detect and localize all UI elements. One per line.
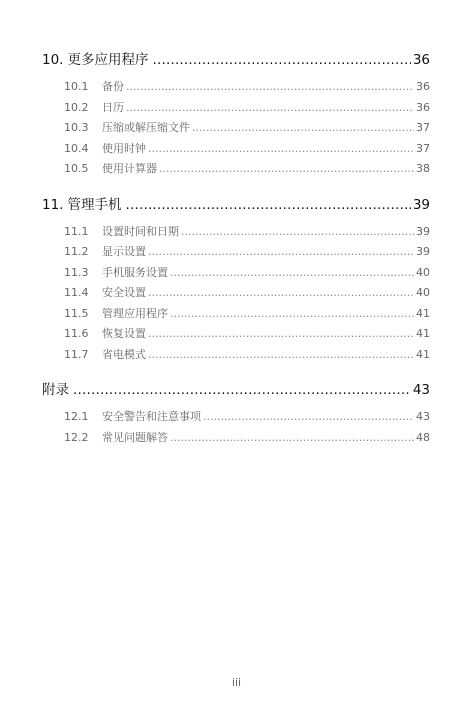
entry-title: 手机服务设置 [102, 265, 168, 279]
chapter-page: 39 [412, 196, 430, 213]
toc-entry[interactable] [42, 264, 430, 285]
entry-page: 40 [416, 286, 430, 299]
entry-page: 41 [416, 327, 430, 340]
entry-number: 11.4 [64, 286, 89, 299]
dot-leader [152, 52, 410, 68]
chapter-title: 管理手机 [67, 196, 122, 213]
toc-entry[interactable] [42, 223, 430, 244]
dot-leader [148, 327, 414, 340]
chapter-title: 更多应用程序 [67, 52, 149, 68]
entry-page: 36 [416, 100, 430, 114]
toc-entry[interactable] [42, 284, 430, 305]
entry-number: 10.5 [64, 162, 89, 175]
entry-page: 40 [416, 265, 430, 279]
toc-entry[interactable] [42, 160, 430, 181]
toc-entry[interactable] [42, 119, 430, 140]
toc-entry[interactable] [42, 346, 430, 367]
entry-title: 压缩或解压缩文件 [102, 121, 190, 134]
entry-page: 36 [416, 80, 430, 93]
entry-title: 安全设置 [102, 286, 146, 299]
chapter-number: 11. [42, 196, 64, 213]
dot-leader [148, 348, 414, 361]
entry-number: 10.2 [64, 100, 89, 114]
entry-title: 恢复设置 [102, 327, 146, 340]
entry-title: 设置时间和日期 [102, 224, 179, 238]
entry-page: 39 [416, 245, 430, 258]
entry-number: 11.7 [64, 347, 89, 361]
entry-number: 10.1 [64, 80, 89, 93]
entry-number: 11.3 [64, 265, 89, 279]
toc-chapter-11 [42, 193, 430, 367]
entry-number: 11.6 [64, 327, 89, 340]
toc-entry[interactable] [42, 78, 430, 99]
dot-leader [148, 286, 414, 299]
dot-leader [125, 197, 410, 213]
dot-leader [73, 382, 411, 398]
toc-entry[interactable] [42, 243, 430, 264]
entry-number: 11.2 [64, 245, 89, 258]
dot-leader [181, 225, 414, 238]
entry-number: 10.3 [64, 121, 89, 134]
dot-leader [126, 101, 414, 114]
table-of-contents [42, 48, 430, 461]
toc-entry[interactable] [42, 140, 430, 161]
chapter-number: 10. [42, 52, 64, 68]
entry-page: 38 [416, 162, 430, 175]
entry-page: 37 [416, 121, 430, 134]
toc-entry[interactable] [42, 325, 430, 346]
entry-number: 11.5 [64, 306, 89, 320]
entry-page: 41 [416, 347, 430, 361]
toc-entry[interactable] [42, 429, 430, 450]
chapter-title: 附录 [42, 382, 69, 398]
entry-number: 12.2 [64, 430, 89, 444]
chapter-page: 43 [412, 382, 430, 398]
entry-title: 使用时钟 [102, 141, 146, 155]
dot-leader [148, 142, 414, 155]
entry-title: 显示设置 [102, 245, 146, 258]
chapter-heading[interactable] [42, 378, 430, 400]
toc-entry[interactable] [42, 408, 430, 429]
entry-title: 备份 [102, 80, 124, 93]
dot-leader [170, 431, 414, 444]
dot-leader [192, 121, 414, 134]
toc-chapter-10 [42, 48, 430, 181]
chapter-page: 36 [412, 52, 430, 68]
entry-title: 管理应用程序 [102, 306, 168, 320]
entry-number: 10.4 [64, 141, 89, 155]
entry-number: 12.1 [64, 410, 89, 423]
page-number: iii [231, 676, 242, 689]
toc-entry[interactable] [42, 305, 430, 326]
toc-entry[interactable] [42, 99, 430, 120]
entry-page: 39 [416, 224, 430, 238]
entry-title: 省电模式 [102, 347, 146, 361]
entry-page: 41 [416, 306, 430, 320]
entry-title: 常见问题解答 [102, 430, 168, 444]
dot-leader [170, 266, 414, 279]
chapter-heading[interactable] [42, 48, 430, 70]
chapter-heading[interactable] [42, 193, 430, 215]
dot-leader [126, 80, 414, 93]
entry-title: 日历 [102, 100, 124, 114]
entry-page: 43 [416, 410, 430, 423]
toc-appendix [42, 378, 430, 449]
entry-title: 使用计算器 [102, 162, 157, 175]
entry-page: 37 [416, 141, 430, 155]
dot-leader [159, 162, 414, 175]
dot-leader [170, 307, 414, 320]
entry-number: 11.1 [64, 224, 89, 238]
dot-leader [148, 245, 414, 258]
entry-page: 48 [416, 430, 430, 444]
entry-title: 安全警告和注意事项 [102, 410, 201, 423]
dot-leader [203, 410, 414, 423]
